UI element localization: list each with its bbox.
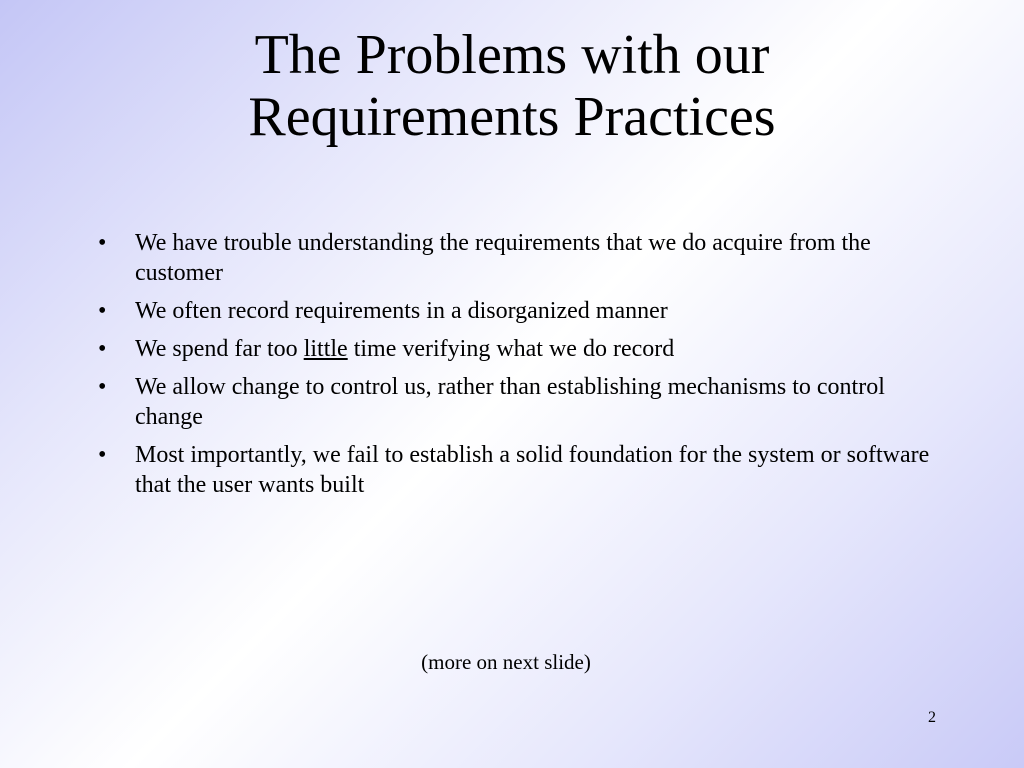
bullet-item-5 — [96, 440, 946, 500]
bullet-icon: • — [98, 230, 107, 256]
bullet-icon: • — [98, 442, 107, 468]
bullet-text — [135, 336, 674, 362]
bullet-text: We allow change to control us, rather than establishing mechanisms to control change — [135, 374, 885, 430]
bullet-text: We have trouble understanding the requirements that we do acquire from the customer — [135, 230, 871, 286]
bullet-item-1 — [96, 228, 946, 288]
slide-title-line-1: The Problems with our — [254, 24, 770, 86]
underlined-emphasis: little — [303, 336, 348, 362]
bullet-text: Most importantly, we fail to establish a solid foundation for the system or software that the user wants built — [135, 442, 930, 498]
bullet-icon: • — [98, 374, 107, 400]
bullet-icon: • — [98, 336, 107, 362]
slide-number: 2 — [928, 709, 936, 726]
bullet-item-3 — [96, 334, 946, 364]
continuation-note: (more on next slide) — [421, 650, 591, 674]
bullet-text-before: We spend far too — [135, 336, 304, 362]
bullet-icon: • — [98, 298, 107, 324]
bullet-item-4 — [96, 372, 946, 432]
bullet-text-after: time verifying what we do record — [347, 336, 675, 362]
slide-title-line-2: Requirements Practices — [248, 86, 776, 148]
bullet-list — [96, 228, 946, 508]
bullet-item-2 — [96, 296, 946, 326]
slide-title — [0, 24, 1024, 148]
bullet-text: We often record requirements in a disorganized manner — [135, 298, 668, 324]
